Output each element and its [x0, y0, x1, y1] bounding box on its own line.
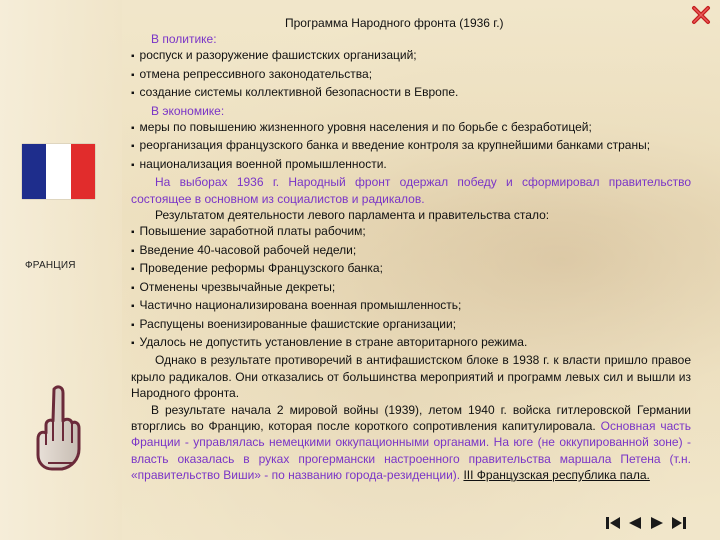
elections-paragraph: На выборах 1936 г. Народный фронт одержал победу и сформировал правительство состоящее в основном из социалистов и радикалов.	[131, 175, 691, 206]
nav-last-icon[interactable]	[671, 515, 687, 531]
economy-item: ▪ меры по повышению жизненного уровня населения и по борьбе с безработицей;	[131, 119, 691, 137]
politics-heading: В политике:	[151, 32, 217, 46]
france-flag	[22, 144, 95, 199]
war-occupation-text: Основная часть Франции - управлялась немецкими оккупационными органами. На юге (не оккупированной зоне) - власть оказалась в руках прогермански настроенного правительства маршала Петена (т.н. «правительство Виши» - по названию города-резиденции).	[131, 418, 691, 483]
republic-fell-link[interactable]: III Французская республика пала.	[463, 468, 650, 483]
pointing-hand-icon[interactable]	[32, 385, 82, 473]
results-heading: Результатом деятельности левого парламента и правительства стало:	[155, 208, 550, 223]
economy-heading: В экономике:	[151, 103, 225, 118]
results-item: ▪ Распущены военизированные фашистские организации;	[131, 316, 691, 334]
nav-prev-icon[interactable]	[627, 515, 643, 531]
flag-red-stripe	[71, 144, 95, 199]
war-intro-text: В результате начала 2 мировой войны (1939), летом 1940 г. войска гитлеровской Германии вторглись во Францию, которая после короткого сопротивления капитулировала.	[131, 402, 691, 433]
politics-item: ▪ отмена репрессивного законодательства;	[131, 66, 691, 84]
results-item: ▪ Введение 40-часовой рабочей недели;	[131, 242, 691, 260]
results-item: ▪ Частично национализирована военная промышленность;	[131, 297, 691, 315]
politics-item: ▪ роспуск и разоружение фашистских организаций;	[131, 47, 691, 65]
economy-item: ▪ реорганизация французского банка и введение контроля за крупнейшими банками страны;	[131, 137, 691, 155]
however-paragraph: Однако в результате противоречий в антифашистском блоке в 1938 г. к власти пришло правое крыло радикалов. Они отказались от большинства мероприятий и программ левых сил и вышли из Народного фронта.	[131, 353, 691, 401]
results-item: ▪ Удалось не допустить установление в стране авторитарного режима.	[131, 334, 691, 352]
results-item: ▪ Проведение реформы Французского банка;	[131, 260, 691, 278]
country-label: ФРАНЦИЯ	[25, 260, 76, 271]
nav-first-icon[interactable]	[605, 515, 621, 531]
politics-item: ▪ создание системы коллективной безопасности в Европе.	[131, 84, 691, 102]
results-item: ▪ Отменены чрезвычайные декреты;	[131, 279, 691, 297]
page-title: Программа Народного фронта (1936 г.)	[285, 16, 504, 30]
nav-next-icon[interactable]	[649, 515, 665, 531]
flag-white-stripe	[46, 144, 70, 199]
close-icon[interactable]	[691, 5, 711, 25]
results-item: ▪ Повышение заработной платы рабочим;	[131, 223, 691, 241]
main-text	[131, 31, 691, 484]
navigation-bar	[605, 515, 687, 531]
flag-blue-stripe	[22, 144, 46, 199]
economy-item: ▪ национализация военной промышленности.	[131, 156, 691, 174]
war-paragraph	[131, 402, 691, 484]
